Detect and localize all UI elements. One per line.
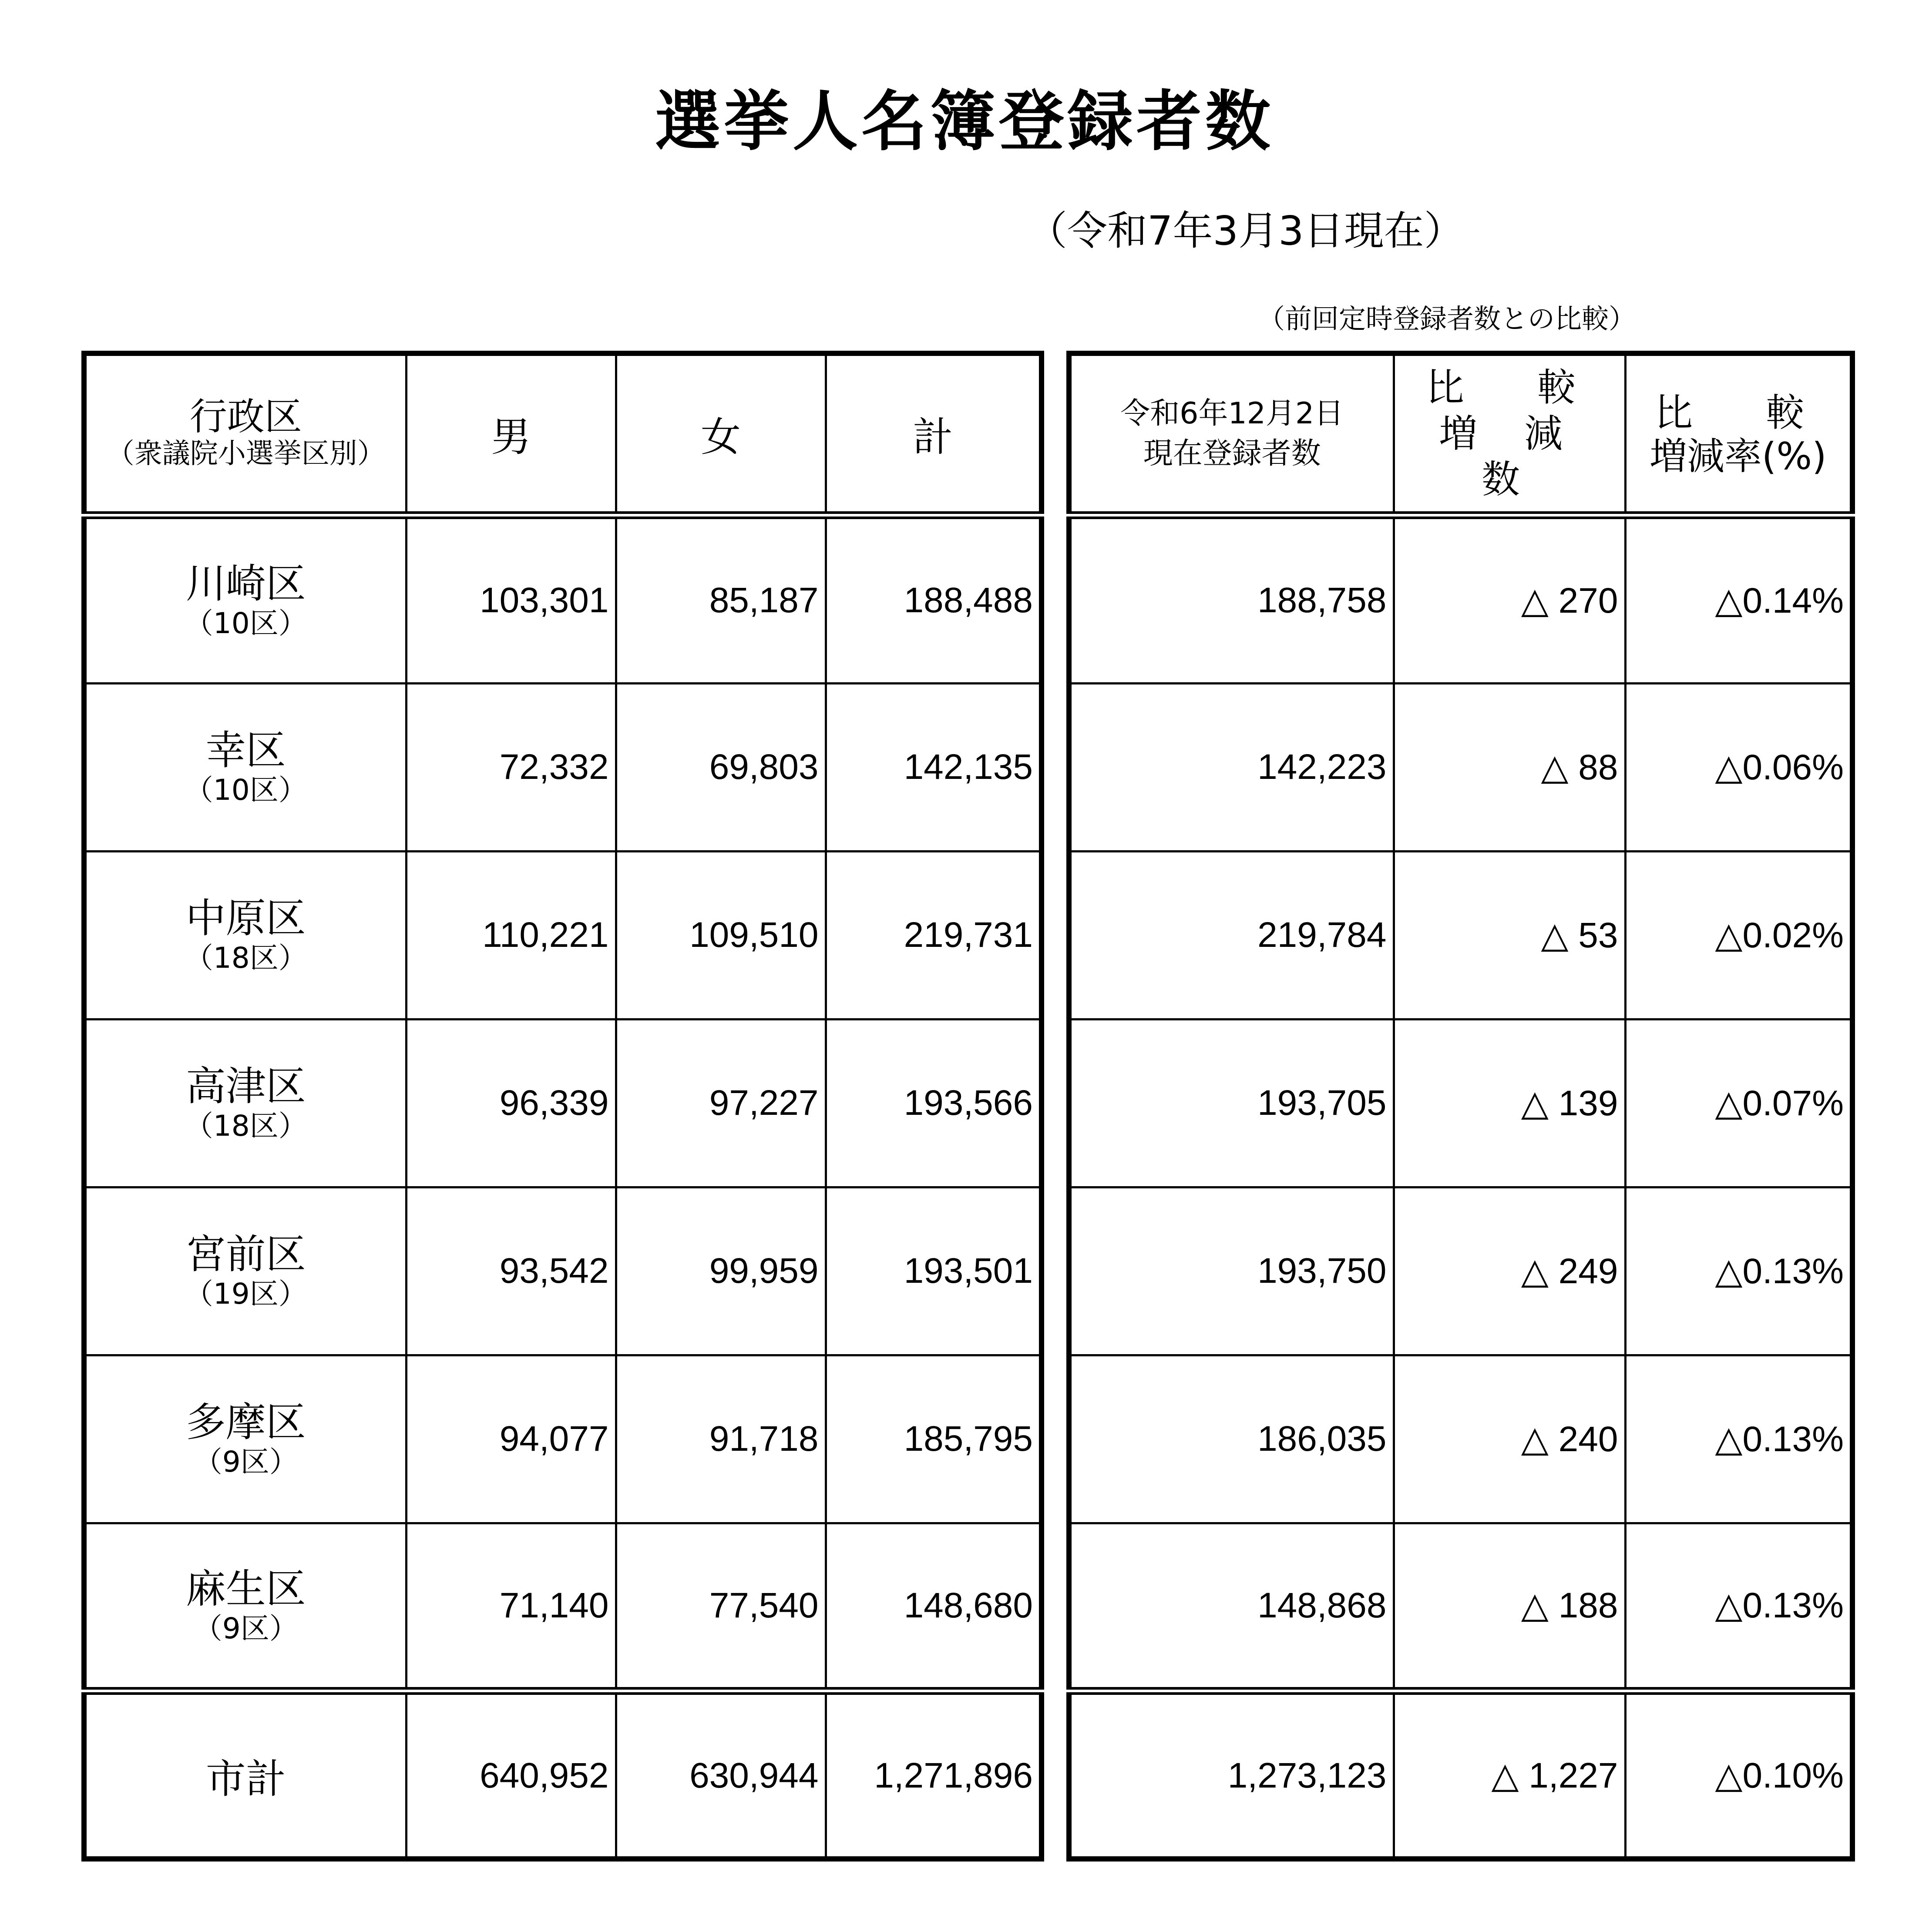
difference-rate: △0.07% — [1625, 1019, 1852, 1187]
ward-cell — [84, 515, 406, 683]
female-count: 91,718 — [616, 1355, 826, 1523]
table-row — [1069, 1523, 1852, 1691]
table-row — [84, 1187, 1042, 1355]
total-count: 185,795 — [826, 1355, 1042, 1523]
difference-count: △ 249 — [1394, 1187, 1625, 1355]
female-count: 99,959 — [616, 1187, 826, 1355]
header-row — [84, 353, 1042, 515]
difference-count: △ 139 — [1394, 1019, 1625, 1187]
difference-count: △ 88 — [1394, 683, 1625, 851]
ward-district: （9区） — [193, 1611, 298, 1645]
ward-name: 高津区 — [185, 1063, 306, 1110]
header-ward-subtitle: （衆議院小選挙区別） — [106, 438, 385, 470]
male-count: 72,332 — [406, 683, 616, 851]
difference-rate: △0.06% — [1625, 683, 1852, 851]
header-difference-line2: 増 減 数 — [1439, 411, 1580, 502]
ward-cell — [84, 1355, 406, 1523]
table-row — [1069, 1019, 1852, 1187]
ward-cell — [84, 683, 406, 851]
difference-count: △ 188 — [1394, 1523, 1625, 1691]
header-previous — [1069, 353, 1394, 515]
table-row — [84, 851, 1042, 1019]
ward-district: （18区） — [184, 1109, 307, 1143]
difference-rate: △0.13% — [1625, 1187, 1852, 1355]
ward-name: 中原区 — [185, 895, 306, 942]
grand-total: 1,271,896 — [826, 1691, 1042, 1859]
comparison-header-row — [1069, 353, 1852, 515]
male-count: 110,221 — [406, 851, 616, 1019]
total-count: 219,731 — [826, 851, 1042, 1019]
ward-name: 多摩区 — [185, 1399, 306, 1446]
previous-count: 148,868 — [1069, 1523, 1394, 1691]
header-female: 女 — [616, 353, 826, 515]
table-row — [1069, 515, 1852, 683]
header-rate-line2: 増減率(%) — [1649, 435, 1827, 478]
difference-count: △ 240 — [1394, 1355, 1625, 1523]
previous-count: 142,223 — [1069, 683, 1394, 851]
table-row — [84, 1523, 1042, 1691]
difference-count: △ 53 — [1394, 851, 1625, 1019]
total-count: 142,135 — [826, 683, 1042, 851]
header-rate-line1: 比 較 — [1654, 390, 1822, 436]
table-row — [84, 683, 1042, 851]
female-total: 630,944 — [616, 1691, 826, 1859]
comparison-total-row — [1069, 1691, 1852, 1859]
ward-cell — [84, 1523, 406, 1691]
ward-district: （19区） — [184, 1277, 307, 1311]
header-previous-label: 現在登録者数 — [1143, 436, 1321, 471]
total-row — [84, 1691, 1042, 1859]
ward-cell — [84, 1187, 406, 1355]
total-count: 193,501 — [826, 1187, 1042, 1355]
previous-count: 188,758 — [1069, 515, 1394, 683]
table-row — [1069, 851, 1852, 1019]
ward-cell — [84, 1019, 406, 1187]
ward-name: 川崎区 — [185, 560, 306, 607]
difference-total: △ 1,227 — [1394, 1691, 1625, 1859]
ward-name: 宮前区 — [185, 1231, 306, 1278]
table-row — [84, 1355, 1042, 1523]
as-of-date: （令和7年3月3日現在） — [1027, 208, 1464, 254]
difference-count: △ 270 — [1394, 515, 1625, 683]
previous-count: 193,750 — [1069, 1187, 1394, 1355]
difference-rate: △0.14% — [1625, 515, 1852, 683]
female-count: 109,510 — [616, 851, 826, 1019]
total-count: 148,680 — [826, 1523, 1042, 1691]
male-total: 640,952 — [406, 1691, 616, 1859]
comparison-table — [1066, 351, 1855, 1862]
previous-total: 1,273,123 — [1069, 1691, 1394, 1859]
rate-total: △0.10% — [1625, 1691, 1852, 1859]
female-count: 69,803 — [616, 683, 826, 851]
header-difference — [1394, 353, 1625, 515]
header-rate — [1625, 353, 1852, 515]
comparison-note: （前回定時登録者数との比較） — [1258, 303, 1636, 335]
registrants-table — [81, 351, 1044, 1862]
male-count: 71,140 — [406, 1523, 616, 1691]
male-count: 93,542 — [406, 1187, 616, 1355]
header-ward — [84, 353, 406, 515]
ward-district: （10区） — [184, 607, 307, 641]
ward-district: （18区） — [184, 941, 307, 975]
total-count: 188,488 — [826, 515, 1042, 683]
previous-count: 219,784 — [1069, 851, 1394, 1019]
city-total-label: 市計 — [84, 1691, 406, 1859]
ward-district: （10区） — [184, 773, 307, 807]
female-count: 85,187 — [616, 515, 826, 683]
page-title: 選挙人名簿登録者数 — [655, 84, 1274, 160]
header-total: 計 — [826, 353, 1042, 515]
male-count: 103,301 — [406, 515, 616, 683]
header-difference-line1: 比 較 — [1425, 365, 1593, 410]
ward-name: 幸区 — [205, 727, 286, 774]
female-count: 77,540 — [616, 1523, 826, 1691]
ward-cell — [84, 851, 406, 1019]
female-count: 97,227 — [616, 1019, 826, 1187]
table-row — [84, 515, 1042, 683]
difference-rate: △0.13% — [1625, 1523, 1852, 1691]
table-row — [84, 1019, 1042, 1187]
male-count: 96,339 — [406, 1019, 616, 1187]
table-row — [1069, 1187, 1852, 1355]
ward-district: （9区） — [193, 1445, 298, 1479]
table-row — [1069, 1355, 1852, 1523]
header-ward-title: 行政区 — [189, 395, 302, 439]
difference-rate: △0.13% — [1625, 1355, 1852, 1523]
total-count: 193,566 — [826, 1019, 1042, 1187]
table-row — [1069, 683, 1852, 851]
previous-count: 193,705 — [1069, 1019, 1394, 1187]
difference-rate: △0.02% — [1625, 851, 1852, 1019]
male-count: 94,077 — [406, 1355, 616, 1523]
header-male: 男 — [406, 353, 616, 515]
header-previous-date: 令和6年12月2日 — [1120, 396, 1344, 431]
previous-count: 186,035 — [1069, 1355, 1394, 1523]
ward-name: 麻生区 — [185, 1565, 306, 1612]
